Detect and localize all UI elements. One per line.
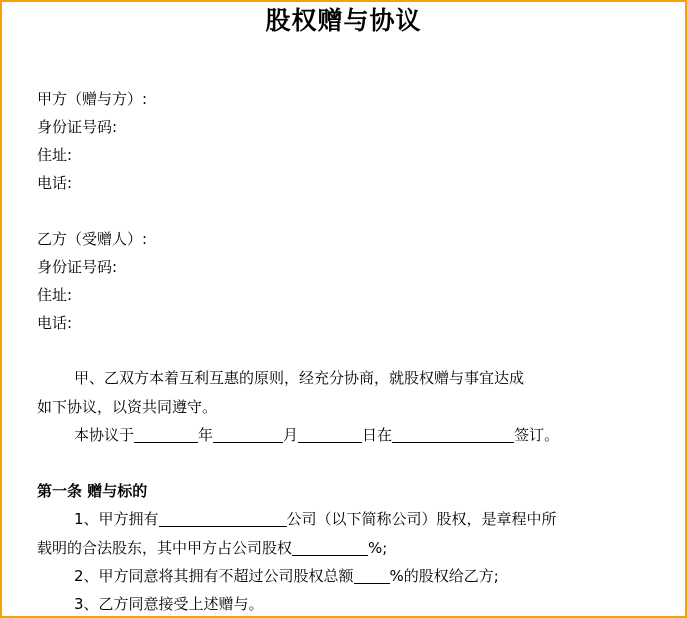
company-name-blank bbox=[159, 510, 287, 527]
party-b-id-label: 身份证号码: bbox=[37, 258, 118, 276]
item-2-prefix: 2、甲方同意将其拥有不超过公司股权总额 bbox=[74, 567, 354, 585]
signing-day-blank bbox=[298, 426, 362, 443]
party-a-phone-label: 电话: bbox=[37, 174, 73, 192]
signing-month-blank bbox=[213, 426, 283, 443]
signing-line bbox=[74, 425, 559, 445]
signing-suffix: 签订。 bbox=[514, 426, 560, 444]
article-1-item-1 bbox=[74, 509, 557, 529]
party-b-phone-label: 电话: bbox=[37, 314, 73, 332]
article-1-item-3: 3、乙方同意接受上述赠与。 bbox=[74, 595, 264, 613]
signing-day-label: 日在 bbox=[362, 426, 393, 444]
signing-year-label: 年 bbox=[198, 426, 214, 444]
article-1-heading: 第一条 赠与标的 bbox=[37, 482, 148, 500]
signing-year-blank bbox=[134, 426, 198, 443]
item-1-line-2-prefix: 载明的合法股东，其中甲方占公司股权 bbox=[37, 539, 293, 557]
signing-prefix: 本协议于 bbox=[74, 426, 135, 444]
item-1-prefix: 1、甲方拥有 bbox=[74, 510, 159, 528]
party-b-label: 乙方（受赠人）: bbox=[37, 230, 148, 248]
item-1-suffix: 公司（以下简称公司）股权，是章程中所 bbox=[286, 510, 557, 528]
party-b-address-label: 住址: bbox=[37, 286, 73, 304]
share-percent-blank bbox=[292, 539, 368, 556]
gift-percent-blank bbox=[354, 567, 390, 584]
document-title: 股权赠与协议 bbox=[265, 6, 422, 35]
item-1-line-2-suffix: %; bbox=[368, 539, 388, 557]
preamble-line-2: 如下协议，以资共同遵守。 bbox=[37, 398, 218, 416]
article-1-item-1-line-2 bbox=[37, 538, 387, 558]
signing-month-label: 月 bbox=[283, 426, 299, 444]
signing-place-blank bbox=[392, 426, 514, 443]
item-2-suffix: %的股权给乙方; bbox=[389, 567, 499, 585]
party-a-id-label: 身份证号码: bbox=[37, 118, 118, 136]
party-a-label: 甲方（赠与方）: bbox=[37, 90, 148, 108]
article-1-item-2 bbox=[74, 566, 499, 586]
preamble-line-1: 甲、乙双方本着互利互惠的原则，经充分协商，就股权赠与事宜达成 bbox=[74, 369, 525, 387]
party-a-address-label: 住址: bbox=[37, 146, 73, 164]
